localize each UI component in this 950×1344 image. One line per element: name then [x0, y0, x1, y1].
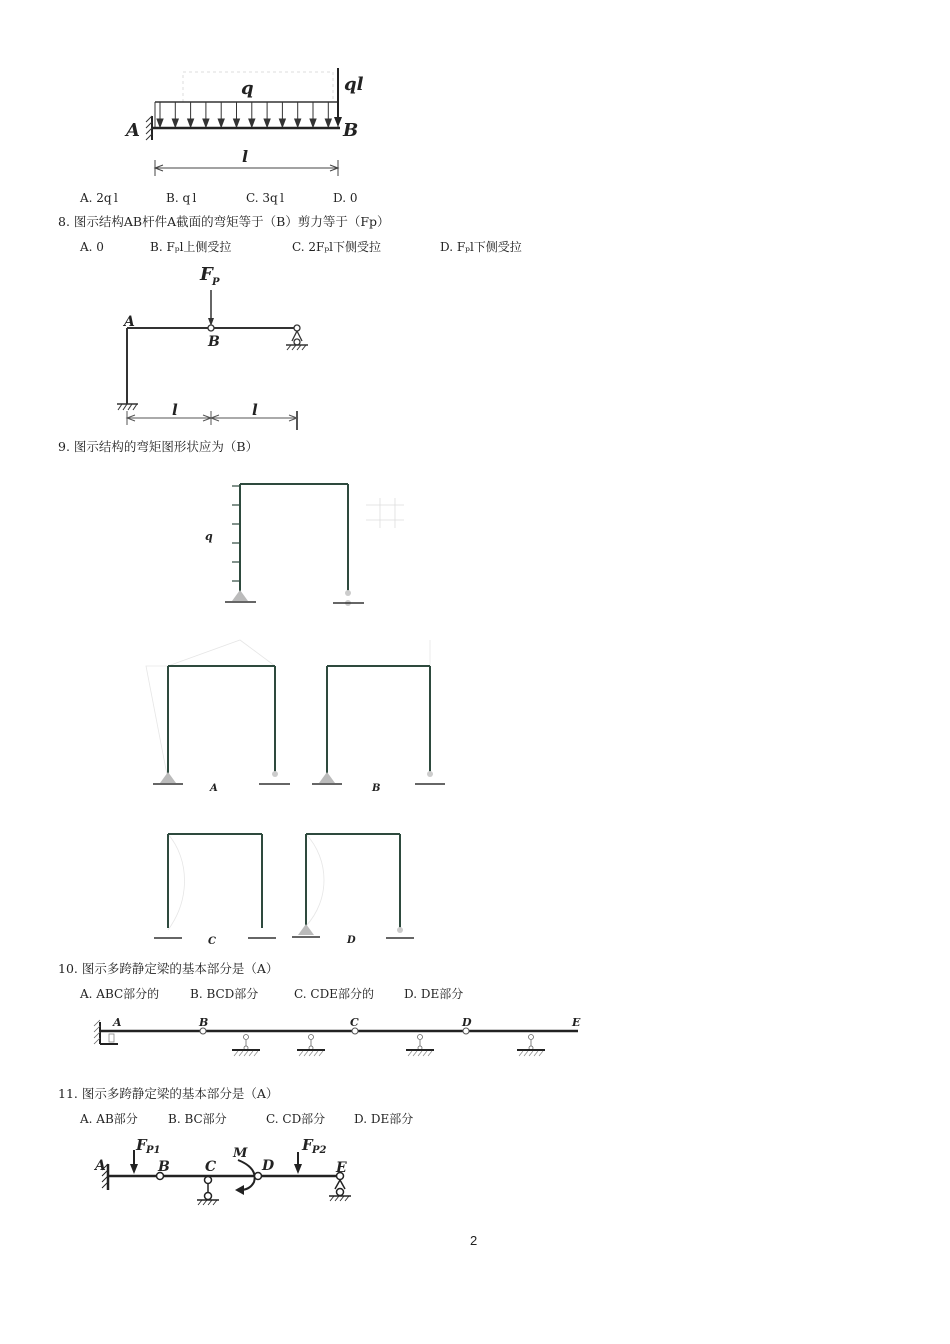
q7-option-c: C. 3q l	[246, 191, 284, 205]
q10-option-a: A. ABC部分的	[80, 987, 160, 1001]
q8-option-d: D. Fₚl下侧受拉	[440, 240, 522, 254]
q11-option-a: A. AB部分	[80, 1112, 138, 1126]
q7-label-l: l	[242, 147, 249, 166]
q11-label-M: M	[233, 1146, 248, 1161]
q10-label-D: D	[462, 1016, 472, 1029]
q9-label-A: A	[210, 783, 218, 794]
q10-label-C: C	[350, 1016, 359, 1029]
q10-option-c: C. CDE部分的	[294, 987, 374, 1001]
q9-label-B: B	[372, 783, 381, 794]
q9-label-D: D	[347, 935, 356, 946]
q7-label-q: q	[241, 78, 254, 99]
q7-option-b: B. q l	[166, 191, 197, 205]
q7-label-B: B	[343, 120, 359, 141]
q7-label-A: A	[126, 120, 140, 141]
q8-label-l1: l	[172, 401, 178, 419]
q11-option-c: C. CD部分	[266, 1112, 326, 1126]
q11-label-C: C	[205, 1159, 217, 1175]
q8-option-a: A. 0	[80, 240, 104, 254]
q8-label-A: A	[124, 314, 135, 330]
q11-label-B: B	[158, 1159, 170, 1175]
q9-question: 9. 图示结构的弯矩图形状应为（B）	[58, 439, 259, 454]
q10-label-A: A	[113, 1016, 122, 1029]
q8-label-l2: l	[252, 401, 258, 419]
q11-option-d: D. DE部分	[354, 1112, 414, 1126]
q11-label-E: E	[336, 1160, 347, 1176]
q7-option-a: A. 2q l	[80, 191, 118, 205]
q11-label-fp2: F	[302, 1136, 313, 1154]
q9-label-q: q	[205, 530, 213, 543]
q10-question: 10. 图示多跨静定梁的基本部分是（A）	[58, 961, 279, 976]
q10-label-E: E	[572, 1016, 581, 1029]
q9-label-C: C	[208, 936, 216, 947]
q11-label-fp1: F	[136, 1136, 147, 1154]
q10-option-b: B. BCD部分	[190, 987, 259, 1001]
q11-label-fp1-sub: P1	[146, 1145, 161, 1156]
q11-label-A: A	[95, 1158, 106, 1174]
q10-option-d: D. DE部分	[404, 987, 464, 1001]
q8-option-c: C. 2Fₚl下侧受拉	[292, 240, 381, 254]
q11-question: 11. 图示多跨静定梁的基本部分是（A）	[58, 1086, 279, 1101]
q7-option-d: D. 0	[333, 191, 358, 205]
q10-label-B: B	[199, 1016, 209, 1029]
q11-option-b: B. BC部分	[168, 1112, 227, 1126]
q8-question: 8. 图示结构AB杆件A截面的弯矩等于（B）剪力等于（Fp）	[58, 214, 390, 229]
q8-label-fp: F	[200, 264, 213, 285]
q8-label-B: B	[208, 334, 220, 350]
q8-option-b: B. Fₚl上侧受拉	[150, 240, 232, 254]
q8-label-fp-sub: P	[212, 277, 220, 288]
q11-label-fp2-sub: P2	[312, 1145, 327, 1156]
q11-label-D: D	[262, 1158, 275, 1174]
page-number: 2	[470, 1233, 478, 1248]
q7-label-ql: ql	[344, 74, 364, 95]
